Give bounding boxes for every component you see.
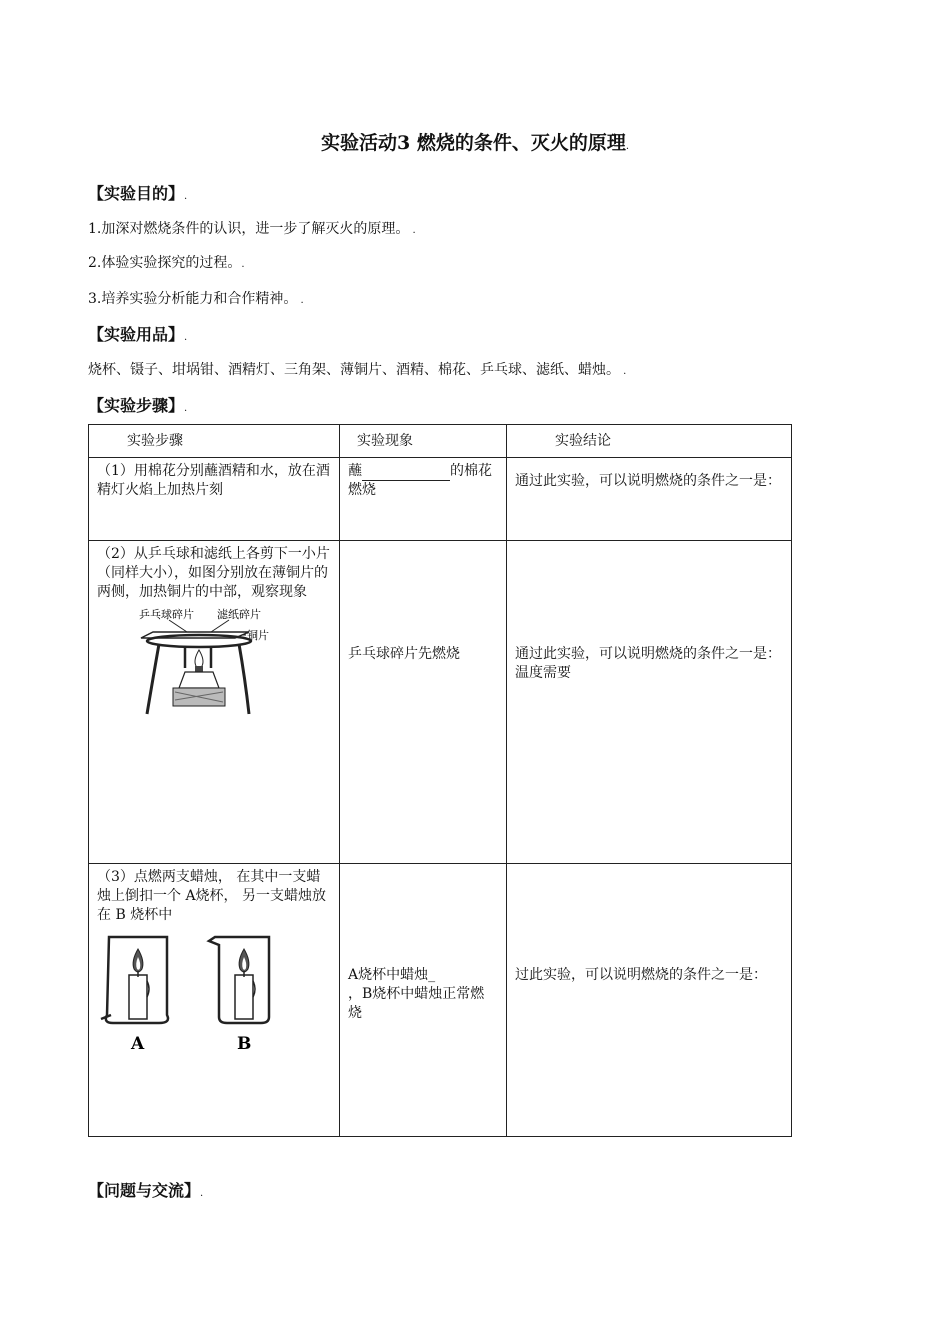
tripod-figure: [89, 608, 339, 728]
column-header-conclusion: 实验结论: [555, 432, 611, 449]
conclusion-3: 过此实验，可以说明燃烧的条件之一是：: [515, 967, 767, 983]
beaker-figure: [89, 931, 339, 1061]
purpose-item-1: 1.加深对燃烧条件的认识，进一步了解灭火的原理。 .: [88, 221, 416, 237]
section-supplies-heading: 【实验用品】.: [88, 325, 188, 344]
section-purpose-heading: 【实验目的】.: [88, 184, 188, 203]
table-row: [89, 458, 792, 541]
phenomenon-2: 乒乓球碎片先燃烧: [348, 646, 460, 662]
figure-label-copper: 铜片: [247, 629, 269, 642]
table-header-row: [89, 425, 792, 458]
figure-label-pingpong: 乒乓球碎片: [139, 608, 194, 621]
figure-label-a: A: [131, 1034, 145, 1054]
phenomenon-1: 蘸 的棉花燃烧: [348, 463, 492, 498]
column-header-phenomenon: 实验现象: [357, 432, 413, 449]
experiment-table: [88, 424, 792, 1137]
table-row: [89, 541, 792, 864]
page-title: 实验活动3 燃烧的条件、灭火的原理.: [320, 132, 630, 154]
figure-label-filter-paper: 滤纸碎片: [217, 608, 261, 621]
table-row: [89, 864, 792, 1137]
figure-label-b: B: [237, 1034, 252, 1054]
column-header-step: 实验步骤: [127, 432, 183, 449]
conclusion-2: 通过此实验，可以说明燃烧的条件之一是：温度需要: [515, 646, 781, 681]
section-discussion-heading: 【问题与交流】.: [88, 1181, 204, 1200]
tripod-heating-illustration: [89, 608, 339, 728]
candle-beaker-illustration: [89, 931, 339, 1061]
purpose-item-2: 2.体验实验探究的过程。.: [88, 255, 245, 271]
step-1-text: （1）用棉花分别蘸酒精和水，放在酒精灯火焰上加热片刻: [97, 463, 330, 498]
step-3-text: （3）点燃两支蜡烛， 在其中一支蜡烛上倒扣一个 A烧杯， 另一支蜡烛放在 B 烧杯中: [97, 869, 327, 923]
purpose-item-3: 3.培养实验分析能力和合作精神。 .: [88, 291, 304, 307]
section-steps-heading: 【实验步骤】.: [88, 396, 188, 415]
answer-blank[interactable]: [362, 466, 450, 481]
conclusion-1: 通过此实验，可以说明燃烧的条件之一是：: [515, 473, 781, 489]
phenomenon-3: A烧杯中蜡烛_ ，B烧杯中蜡烛正常燃烧: [348, 967, 485, 1021]
step-2-text: （2）从乒乓球和滤纸上各剪下一小片（同样大小），如图分别放在薄铜片的两侧，加热铜片的中部，观察现象: [97, 546, 330, 600]
supplies-text: 烧杯、镊子、坩埚钳、酒精灯、三角架、薄铜片、酒精、棉花、乒乓球、滤纸、蜡烛。 .: [88, 362, 627, 378]
